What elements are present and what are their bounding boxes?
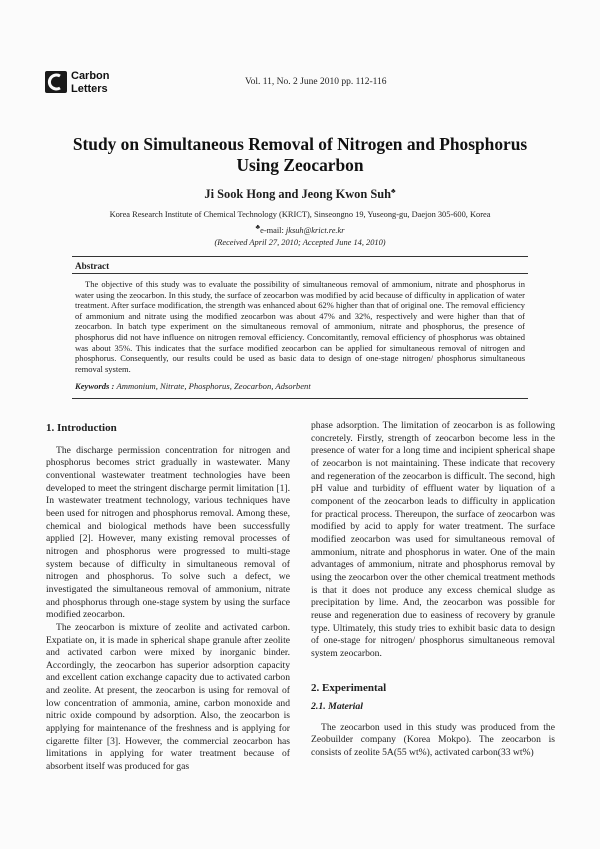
- journal-name-line2: Letters: [71, 82, 108, 95]
- keywords-list: Ammonium, Nitrate, Phosphorus, Zeocarbon, Adsorbent: [116, 381, 311, 391]
- keywords: [75, 381, 525, 391]
- journal-logo-icon: [45, 71, 67, 93]
- authors: [40, 187, 560, 202]
- paper-title: [40, 134, 560, 176]
- material-paragraph: The zeocarbon used in this study was produced from the Zeobuilder company (Korea Mokpo). The zeocarbon is consists of zeolite 5A(55 wt%), activated carbon(33 wt%): [311, 721, 555, 759]
- intro-paragraph-3: phase adsorption. The limitation of zeocarbon is as following concretely. Firstly, strength of zeocarbon become less in the presence of water for a long time and incipient spherical shape of zeocarbon is not maintaining. These indicate that recovery and regeneration of the zeocarbon is difficult. The second, high pH value and turbidity of effluent water by liquation of a component of the zeocarbon leads to difficulty in application for practical process. Thereupon, the surface of zeocarbon was modified by acid to apply for water treatment. The surface modified zeocarbon was used for simultaneous removal of ammonium, nitrate and phosphorus in water. One of the main advantages of ammonium, nitrate and phosphorus removal by using the zeocarbon over the other chemical treatment methods is that it does not produce any excess chemical sludge as precipitation by lime. And, the zeocarbon was possible for reuse and regeneration due to easiness of recovery by granule type. Ultimately, this study tries to exhibit basic data to design of one-stage for nitrogen/ phosphorus simultaneous removal system zeocarbon.: [311, 420, 555, 659]
- abstract-heading-rule: [72, 273, 528, 274]
- received-dates: (Received April 27, 2010; Accepted June 14, 2010): [214, 237, 386, 247]
- title-line-1: Study on Simultaneous Removal of Nitrogen and Phosphorus: [72, 134, 528, 154]
- keywords-label: Keywords :: [75, 381, 115, 391]
- email-mark: ♣: [255, 223, 261, 231]
- abstract-bottom-rule: [72, 398, 528, 399]
- journal-name: [71, 70, 110, 95]
- affiliation-block: [40, 209, 560, 249]
- email-address[interactable]: jksuh@krict.re.kr: [285, 225, 345, 235]
- email-line: [40, 221, 560, 237]
- section-2-heading: 2. Experimental: [311, 682, 387, 695]
- affiliation: Korea Research Institute of Chemical Technology (KRICT), Sinseongno 19, Yuseong-gu, Daejon 305-600, Korea: [109, 210, 491, 219]
- intro-paragraph-2: The zeocarbon is mixture of zeolite and activated carbon. Expatiate on, it is made in spherical shape granule after zeolite and activated carbon were mixed by inorganic binder. Accordingly, the zeocarbon has superior adsorption capacity and excellent cation exchange capacity due to activated carbon and zeolite. At present, the zeocarbon is using for removal of low concentration of ammonia, amine, carbon monoxide and nitric oxide compound by adsorption. Also, the zeocarbon is applying for maintenance of the freshness and is applying for cigarette filter [3]. However, the commercial zeocarbon has limitations in applying for water treatment because of absorbent itself was produced for gas: [46, 621, 290, 773]
- email-label: e-mail:: [260, 225, 286, 235]
- right-column: [311, 420, 555, 760]
- intro-paragraph-1: The discharge permission concentration for nitrogen and phosphorus becomes strict gradually in wastewater. Many conventional wastewater treatment technologies have been developed to meet the stringent discharge permit limitation [1]. In wastewater treatment technology, various techniques have been used for nitrogen and phosphorus removal. Among these, chemical and biological methods have been successfully applied [2]. However, many existing removal processes of nitrogen and phosphorus were progressed to multi-stage system because of difficulty in simultaneous removal of nitrogen and phosphorus. To solve such a defect, we investigated the simultaneous removal of ammonium, nitrate and phosphorus through one-stage system by using the surface modified zeocarbon.: [46, 444, 290, 621]
- author-names: Ji Sook Hong and Jeong Kwon Suh: [204, 187, 392, 202]
- section-1-heading: 1. Introduction: [46, 422, 117, 434]
- title-line-2: Using Zeocarbon: [236, 155, 364, 175]
- abstract-text: The objective of this study was to evaluate the possibility of simultaneous removal of ammonium, nitrate and phosphorus in water using the zeocarbon. In this study, the surface of zeocarbon was modified by acid because of difficulty in application of water treatment. After surface modification, the strength was enhanced about 62% higher than that of original one. The removal efficiency of ammonium and nitrate using the modified zeocarbon was about 47% and 32%, respectively and were higher than that of zeocarbon. In batch type experiment on the simultaneous removal of ammonium, nitrate and phosphorus, the presence of phosphorus did not have influence on nitrogen removal efficiency. Concomitantly, removal efficiency of phosphorus was obtained was about 35%. This indicates that the surface modified zeocarbon can be applied for simultaneous removal of nitrogen and phosphorus. Consequently, our results could be used as basic data to design of one-stage nitrogen/ phosphorus simultaneous removal system.: [75, 279, 525, 374]
- abstract-top-rule: [72, 256, 528, 257]
- subsection-2-1-heading: 2.1. Material: [311, 701, 363, 713]
- abstract-heading: Abstract: [75, 261, 110, 271]
- left-column: [46, 422, 290, 774]
- volume-info: Vol. 11, No. 2 June 2010 pp. 112-116: [245, 77, 387, 87]
- corresponding-author-mark: ♣: [391, 187, 396, 195]
- journal-name-line1: Carbon: [71, 70, 110, 82]
